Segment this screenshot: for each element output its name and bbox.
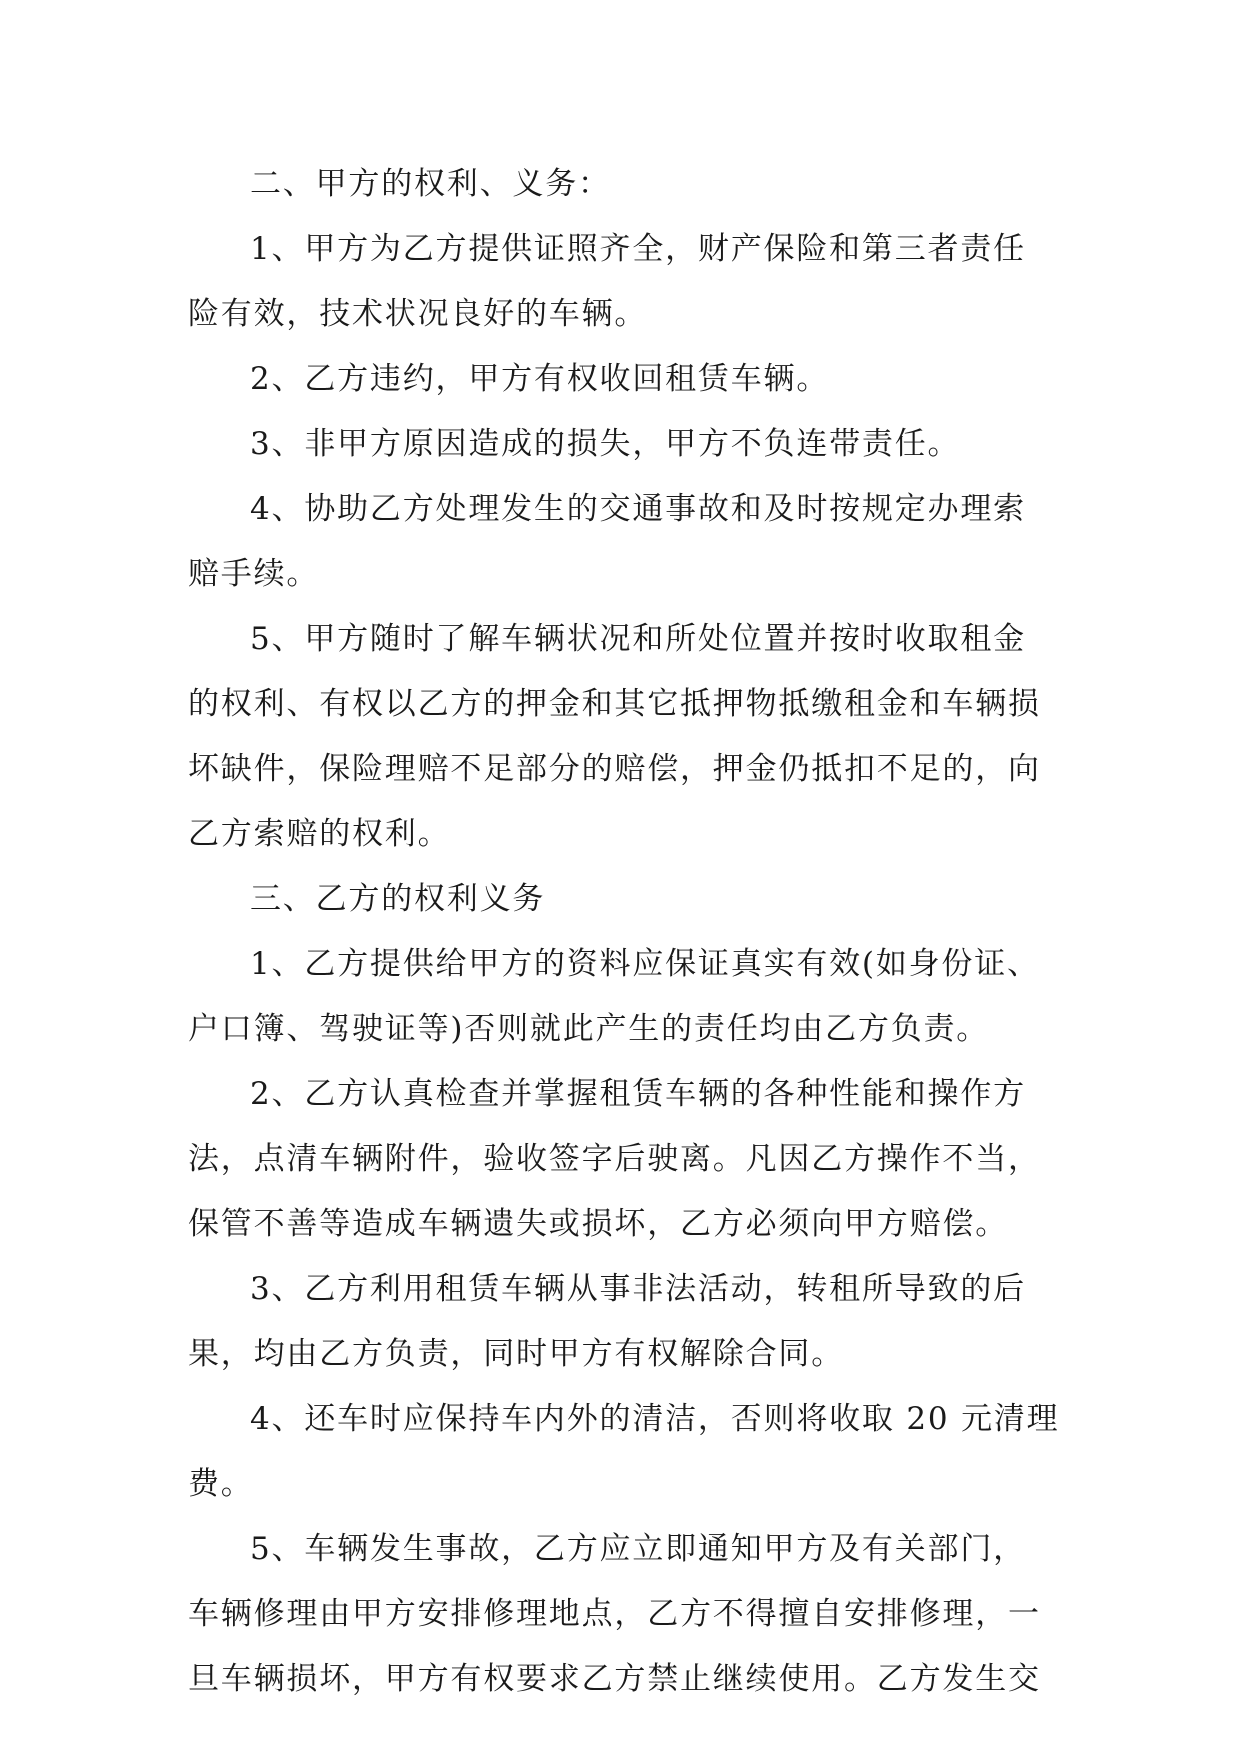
paragraph-line: 户口簿、驾驶证等)否则就此产生的责任均由乙方负责。 (188, 1011, 990, 1047)
paragraph-line: 保管不善等造成车辆遗失或损坏，乙方必须向甲方赔偿。 (188, 1206, 1008, 1242)
section-heading-2: 二、甲方的权利、义务： (250, 166, 611, 202)
paragraph-line: 5、甲方随时了解车辆状况和所处位置并按时收取租金 (250, 621, 1026, 657)
paragraph-line: 1、甲方为乙方提供证照齐全，财产保险和第三者责任 (250, 231, 1026, 267)
paragraph-line: 2、乙方认真检查并掌握租赁车辆的各种性能和操作方 (250, 1076, 1026, 1112)
section-heading-3: 三、乙方的权利义务 (250, 881, 546, 917)
paragraph-line: 车辆修理由甲方安排修理地点，乙方不得擅自安排修理，一 (188, 1596, 1041, 1632)
paragraph-line: 险有效，技术状况良好的车辆。 (188, 296, 648, 332)
paragraph-line: 5、车辆发生事故，乙方应立即通知甲方及有关部门， (250, 1531, 1026, 1567)
paragraph-line: 法，点清车辆附件，验收签字后驶离。凡因乙方操作不当， (188, 1141, 1041, 1177)
paragraph-line: 3、非甲方原因造成的损失，甲方不负连带责任。 (250, 426, 961, 462)
paragraph-line: 的权利、有权以乙方的押金和其它抵押物抵缴租金和车辆损 (188, 686, 1041, 722)
paragraph-line: 坏缺件，保险理赔不足部分的赔偿，押金仍抵扣不足的，向 (188, 751, 1041, 787)
paragraph-line: 乙方索赔的权利。 (188, 816, 451, 852)
paragraph-line: 费。 (188, 1466, 254, 1502)
paragraph-line: 赔手续。 (188, 556, 320, 592)
paragraph-line: 4、还车时应保持车内外的清洁，否则将收取 20 元清理 (250, 1401, 1060, 1437)
paragraph-line: 4、协助乙方处理发生的交通事故和及时按规定办理索 (250, 491, 1026, 527)
paragraph-line: 1、乙方提供给甲方的资料应保证真实有效(如身份证、 (250, 946, 1040, 982)
document-body (188, 158, 1060, 1718)
paragraph-line: 旦车辆损坏，甲方有权要求乙方禁止继续使用。乙方发生交 (188, 1661, 1041, 1697)
paragraph-line: 3、乙方利用租赁车辆从事非法活动，转租所导致的后 (250, 1271, 1026, 1307)
paragraph-line: 果，均由乙方负责，同时甲方有权解除合同。 (188, 1336, 844, 1372)
paragraph-line: 2、乙方违约，甲方有权收回租赁车辆。 (250, 361, 830, 397)
